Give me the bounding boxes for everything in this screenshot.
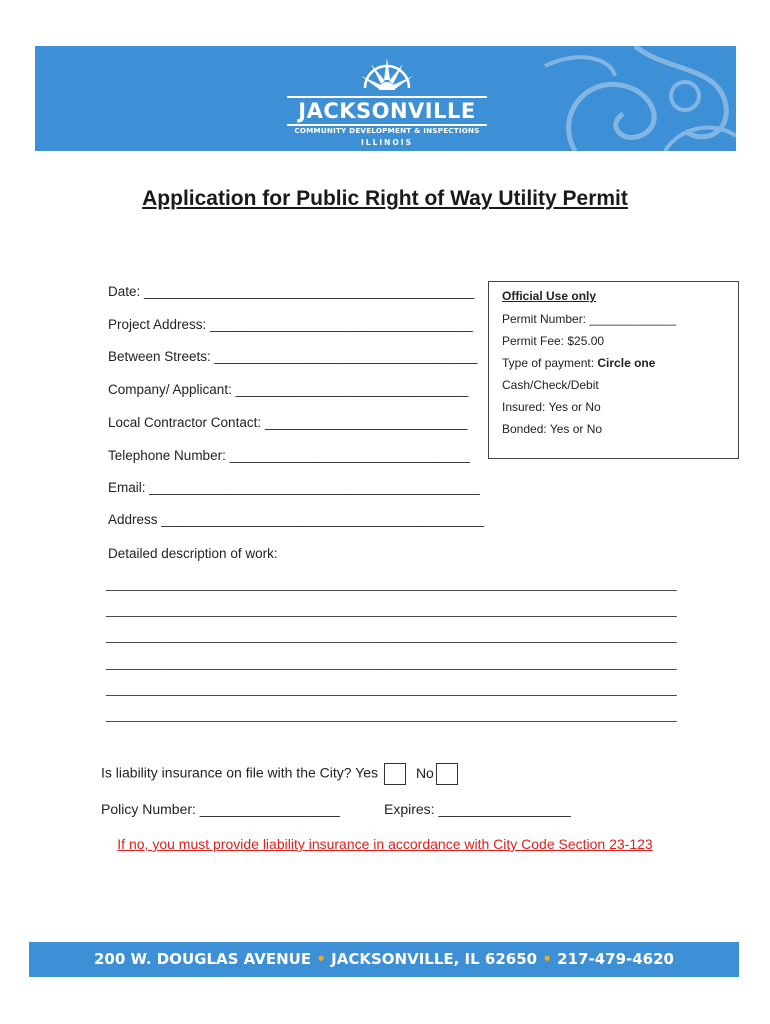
expires-field[interactable]: Expires: _________________	[384, 801, 571, 817]
between-streets-field[interactable]: Between Streets: ___________________________________	[108, 349, 478, 364]
description-line[interactable]: ____________________________________________________________________________	[106, 707, 677, 722]
sunburst-icon	[359, 54, 415, 90]
local-contractor-field[interactable]: Local Contractor Contact: ___________________________	[108, 415, 468, 430]
city-logo	[287, 54, 487, 151]
footer-separator: •	[542, 950, 552, 968]
yes-checkbox[interactable]	[384, 763, 406, 785]
no-label: No	[415, 764, 434, 781]
telephone-field[interactable]: Telephone Number: ________________________________	[108, 448, 470, 463]
policy-number-field[interactable]: Policy Number: __________________	[101, 801, 340, 817]
no-checkbox[interactable]	[436, 763, 458, 785]
insurance-question-text: Is liability insurance on file with the City? Yes	[101, 764, 379, 781]
footer-street: 200 W. DOUGLAS AVENUE	[94, 950, 312, 968]
logo-name: JACKSONVILLE	[287, 96, 487, 126]
company-applicant-field[interactable]: Company/ Applicant: _______________________________	[108, 382, 469, 397]
address-field[interactable]: Address ___________________________________________	[108, 512, 485, 527]
logo-state: ILLINOIS	[361, 138, 413, 147]
bonded-status: Bonded: Yes or No	[502, 422, 603, 436]
description-line[interactable]: ____________________________________________________________________________	[106, 576, 677, 591]
footer-separator: •	[316, 950, 326, 968]
email-field[interactable]: Email: ____________________________________________	[108, 480, 480, 495]
permit-number-field: Permit Number: _____________	[502, 312, 677, 326]
insurance-warning: If no, you must provide liability insurance in accordance with City Code Section 23-123	[117, 836, 653, 852]
insured-status: Insured: Yes or No	[502, 400, 601, 414]
footer-banner	[29, 942, 739, 977]
permit-fee: Permit Fee: $25.00	[502, 334, 605, 348]
description-line[interactable]: ____________________________________________________________________________	[106, 628, 677, 643]
payment-type	[502, 356, 655, 370]
payment-type-label: Type of payment:	[502, 356, 598, 370]
payment-type-emphasis: Circle one	[597, 356, 656, 370]
payment-options: Cash/Check/Debit	[502, 378, 599, 392]
description-line[interactable]: ____________________________________________________________________________	[106, 681, 677, 696]
official-use-box	[488, 281, 739, 459]
project-address-field[interactable]: Project Address: ___________________________________	[108, 317, 473, 332]
logo-subtitle: COMMUNITY DEVELOPMENT & INSPECTIONS	[294, 126, 480, 135]
date-field[interactable]: Date: ____________________________________________	[108, 284, 475, 299]
insurance-question	[101, 763, 458, 785]
footer-phone: 217-479-4620	[557, 950, 674, 968]
decorative-flourish-icon	[515, 46, 736, 151]
header-banner	[35, 46, 736, 151]
official-use-heading: Official Use only	[502, 289, 597, 303]
description-line[interactable]: ____________________________________________________________________________	[106, 655, 677, 670]
page-title: Application for Public Right of Way Utility Permit	[142, 187, 628, 210]
description-label: Detailed description of work:	[108, 546, 278, 561]
footer-city: JACKSONVILLE, IL 62650	[331, 950, 538, 968]
description-line[interactable]: ____________________________________________________________________________	[106, 602, 677, 617]
